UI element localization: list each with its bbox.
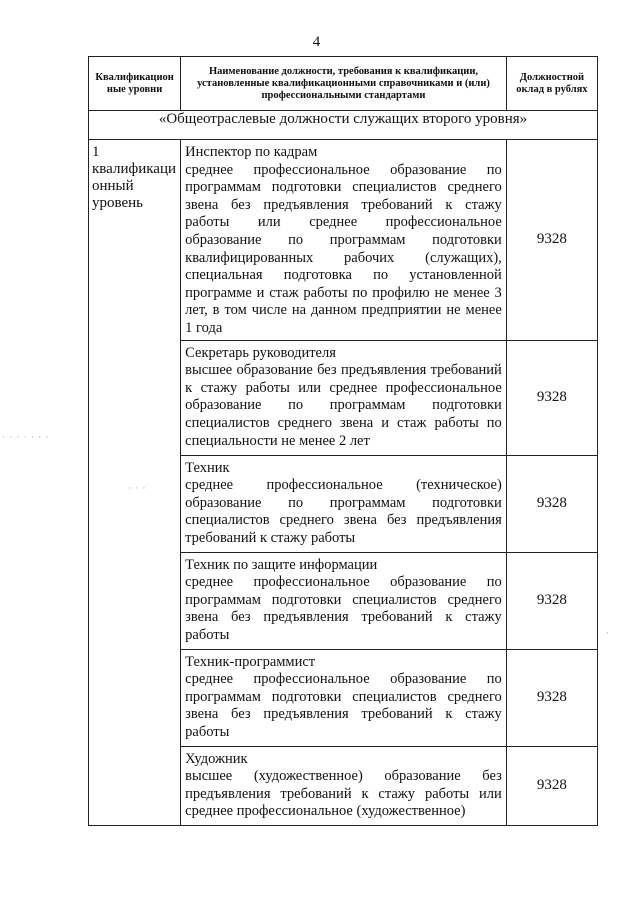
header-qualification-levels: Квалификацион ные уровни bbox=[89, 57, 181, 111]
header-salary: Должностной оклад в рублях bbox=[506, 57, 597, 111]
table-header-row bbox=[89, 57, 598, 111]
position-requirements: высшее (художественное) образование без предъявления требований к стажу работы или среднее профессиональное (художественное) bbox=[185, 768, 502, 820]
section-title: «Общеотраслевые должности служащих второго уровня» bbox=[89, 111, 598, 140]
salary-value: 9328 bbox=[506, 552, 597, 649]
position-title: Инспектор по кадрам bbox=[185, 144, 318, 160]
scan-noise: · bbox=[606, 628, 610, 638]
position-cell-technician-programmer bbox=[181, 649, 507, 746]
position-cell-secretary bbox=[181, 340, 507, 455]
salary-value: 9328 bbox=[506, 455, 597, 552]
salary-value: 9328 bbox=[506, 340, 597, 455]
salary-value: 9328 bbox=[506, 649, 597, 746]
section-row bbox=[89, 111, 598, 140]
header-position-requirements: Наименование должности, требования к квалификации, установленные квалификационными справочниками и (или) профессиональными стандартами bbox=[181, 57, 507, 111]
level-line: 1 bbox=[92, 144, 100, 160]
position-title: Техник bbox=[185, 459, 230, 476]
position-cell-inspector bbox=[181, 140, 507, 341]
level-line: онный bbox=[92, 178, 134, 194]
scan-noise: · · · · · · · bbox=[2, 432, 50, 442]
page-number: 4 bbox=[312, 34, 321, 50]
position-requirements: среднее профессиональное образование по программам подготовки специалистов среднего звена без предъявления требований к стажу работы bbox=[185, 671, 502, 740]
position-title: Техник-программист bbox=[185, 653, 316, 670]
position-cell-infosec-technician bbox=[181, 552, 507, 649]
salary-table bbox=[88, 56, 598, 826]
level-line: уровень bbox=[92, 195, 144, 211]
position-cell-technician bbox=[181, 455, 507, 552]
level-line: квалификаци bbox=[92, 161, 176, 177]
position-cell-artist bbox=[181, 746, 507, 825]
salary-value: 9328 bbox=[506, 140, 597, 341]
position-title: Техник по защите информации bbox=[185, 556, 378, 573]
salary-value: 9328 bbox=[506, 746, 597, 825]
position-requirements: среднее профессиональное образование по программам подготовки специалистов среднего звена без предъявления требований к стажу работы bbox=[185, 574, 502, 643]
position-requirements: среднее профессиональное (техническое) образование по программам подготовки специалистов среднего звена без предъявления требований к стажу работы bbox=[185, 477, 502, 546]
position-title: Секретарь руководителя bbox=[185, 344, 336, 361]
position-title: Художник bbox=[185, 750, 248, 767]
position-requirements: среднее профессиональное образование по программам подготовки специалистов среднего звена без предъявления требований к стажу работы или среднее профессиональное образование по программам подготовки квалифицированных рабочих (служащих), специальная подготовка по установленной программе и стаж работы по профилю не менее 3 лет, в том числе на данном предприятии не менее 1 года bbox=[185, 161, 502, 336]
position-requirements: высшее образование без предъявления требований к стажу работы или среднее профессиональное образование по программам подготовки специалистов среднего звена и стаж работы по специальности не менее 2 лет bbox=[185, 362, 502, 449]
scan-noise: · · · bbox=[128, 483, 147, 493]
table-row bbox=[89, 140, 598, 341]
